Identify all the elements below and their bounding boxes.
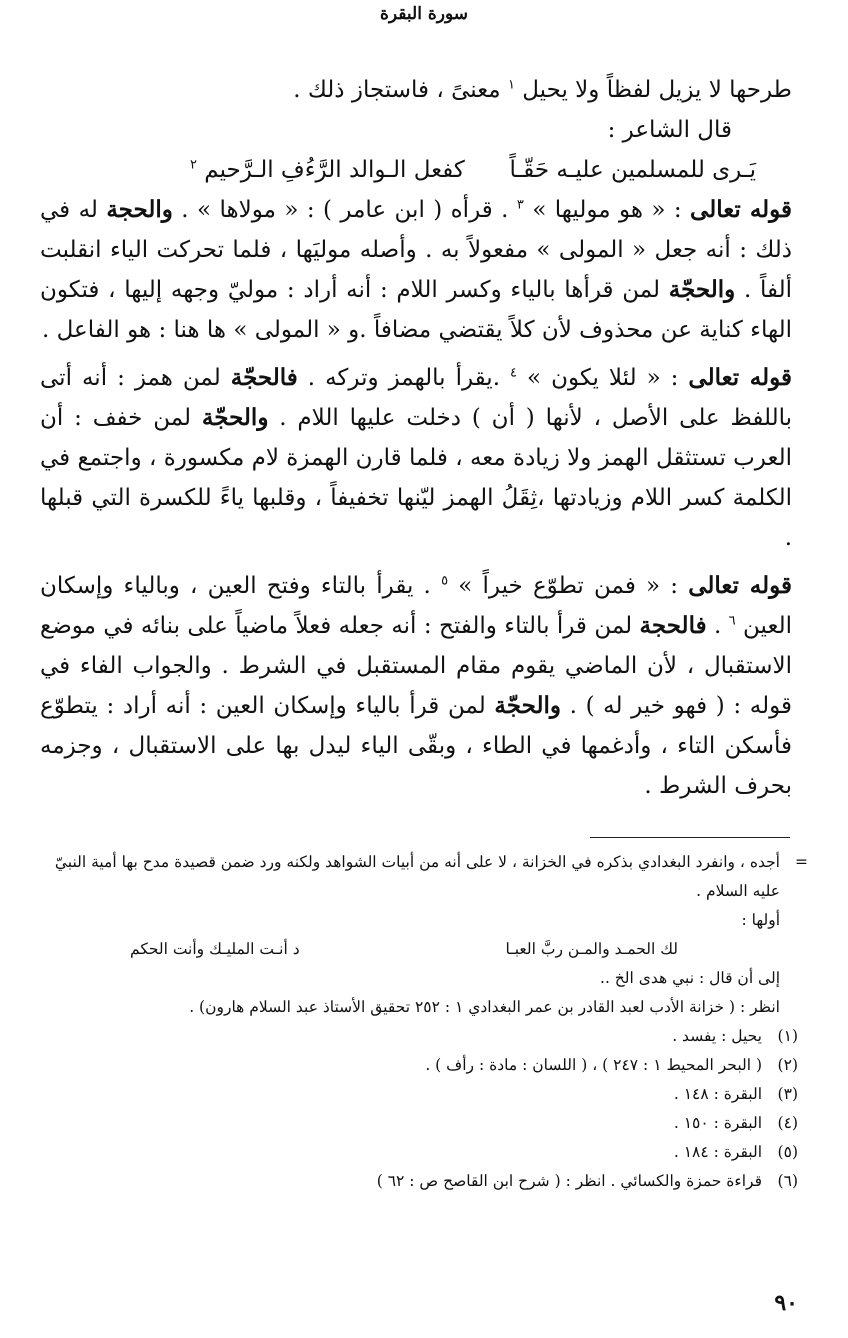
footnote-item: (٥) البقرة : ١٨٤ . [40, 1138, 808, 1167]
footnote-ref-2[interactable]: ٢ [190, 157, 197, 173]
footnote-item: (٣) البقرة : ١٤٨ . [40, 1080, 808, 1109]
footnote-until: إلى أن قال : نبي هدى الخ .. [600, 969, 780, 987]
footnote-number: (٣) [777, 1085, 798, 1103]
footnote-item: (١) يحيل : يفسد . [40, 1022, 808, 1051]
hujja-term: فالحجة [639, 612, 707, 639]
hujja-term: والحجّة [494, 692, 561, 719]
verse-line [40, 150, 792, 190]
footnote-item: (٦) قراءة حمزة والكسائي . انظر : ( شرح ابن القاصح ص : ٦٢ ) [40, 1167, 808, 1196]
poet-intro: قال الشاعر : [607, 117, 732, 143]
paragraph-4: قوله تعالى : « فمن تطوّع خيراً » $^٥$ . يقرأ بالتاء وفتح العين ، وبالياء وإسكان العين $^٦$ . فالحجة لمن قرأ بالتاء والفتح : أنه جعله فعلاً ماضياً على بنائه في موضع الاستقبال ، لأن الماضي يقوم مقام المستقبل في الشرط . والجواب الفاء في قوله : ( فهو خير له ) . والحجّة لمن قرأ بالياء وإسكان العين : أنه أراد : يتطوّع فأسكن التاء ، وأدغمها في الطاء ، وبقّى الياء ليدل بها على الاستقبال ، وجزمه بحرف الشرط . [40, 572, 793, 799]
footnote-number: (٥) [777, 1143, 798, 1161]
footnote-item: (٢) ( البحر المحيط ١ : ٢٤٧ ) ، ( اللسان : مادة : رأف ) . [40, 1051, 808, 1080]
footnote-ref-4[interactable]: ٤ [510, 365, 517, 381]
qawluhu-label: قوله تعالى [690, 196, 793, 223]
paragraph-3: قوله تعالى : « لئلا يكون » $^٤$ .يقرأ بالهمز وتركه . فالحجّة لمن همز : أنه أتى باللفظ على الأصل ، لأنها ( أن ) دخلت عليها اللام . والحجّة لمن خفف : أن العرب تستثقل الهمز ولا زيادة معه ، فلما قارن الهمزة لام مكسورة ، واجتمع في الكلمة كسر اللام وزيادتها ،ثِقَلُ الهمز ليّنها تخفيفاً ، وقلبها ياءً للكسرة التي قبلها . [40, 364, 793, 551]
footnote-number: (١) [777, 1027, 798, 1045]
paragraph-1: طرحها لا يزيل لفظاً ولا يحيل $^١$ معنىً ، فاستجاز ذلك . [293, 77, 792, 103]
hujja-term: والحجّة [201, 404, 269, 431]
footnote-first-label: أولها : [741, 911, 780, 929]
verse-hemistich-second: كفعل الـوالد الرَّءُفِ الـرَّحيم $^٢$ [190, 157, 465, 183]
footnote-reference: انظر : ( خزانة الأدب لعبد القادر بن عمر البغدادي ١ : ٢٥٢ تحقيق الأستاذ عبد السلام هارون) . [189, 998, 780, 1016]
hujja-term: فالحجّة [230, 364, 298, 391]
footnote-verse: لك الحمـد والمـن ربَّ العبـا د أنـت المليـك وأنت الحكم [130, 940, 678, 958]
main-text [40, 70, 792, 806]
footnote-continuation: = أجده ، وانفرد البغدادي بذكره في الخزانة ، لا على أنه من أبيات الشواهد ولكنه ورد ضمن قصيدة مدح بها أمية النبيّ عليه السلام . [40, 848, 808, 906]
footnote-item: (٤) البقرة : ١٥٠ . [40, 1109, 808, 1138]
footnote-ref-3[interactable]: ٣ [516, 197, 524, 213]
footnote-divider [590, 837, 790, 838]
footnote-number: (٤) [777, 1114, 798, 1132]
running-header: سورة البقرة [380, 4, 468, 24]
qawluhu-label: قوله تعالى [688, 572, 793, 599]
footnote-number: (٢) [777, 1056, 798, 1074]
verse-hemistich-first: يَـرى للمسلمين عليـه حَقّـاً [509, 157, 756, 183]
hujja-term: والحجة [106, 196, 173, 223]
paragraph-2: قوله تعالى : « هو موليها » $^٣$ . قرأه ( ابن عامر ) : « مولاها » . والحجة له في ذلك : أنه جعل « المولى » مفعولاً به . وأصله موليَها ، فلما تحركت الياء انقلبت ألفاً . والحجّة لمن قرأها بالياء وكسر اللام : أنه أراد : موليّ وجهه إليها ، فتكون الهاء كناية عن محذوف لأن كلاً يقتضي مضافاً .و « المولى » ها هنا : هو الفاعل . [40, 196, 793, 343]
qawluhu-label: قوله تعالى [688, 364, 793, 391]
footnote-number: (٦) [777, 1172, 798, 1190]
footnote-ref-1[interactable]: ١ [507, 77, 515, 93]
footnote-ref-6[interactable]: ٦ [728, 613, 736, 629]
page-number: ٩٠ [774, 1290, 798, 1316]
continuation-mark: = [795, 853, 808, 871]
footnote-ref-5[interactable]: ٥ [441, 573, 449, 589]
hujja-term: والحجّة [668, 276, 736, 303]
footnotes [40, 848, 808, 1196]
